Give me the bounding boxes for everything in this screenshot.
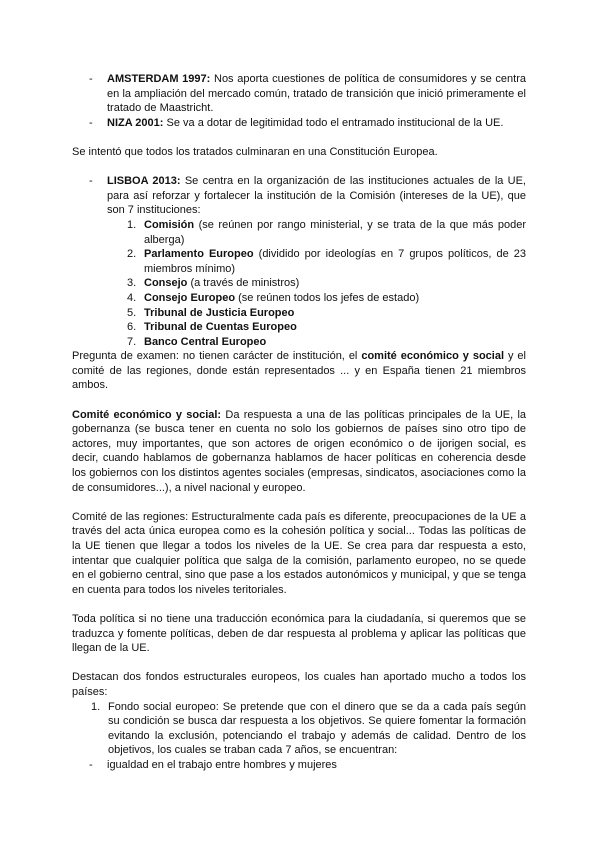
institution-name: Tribunal de Cuentas Europeo [144, 321, 297, 334]
institution-name: Tribunal de Justicia Europeo [144, 306, 295, 319]
dash-bullet: - [89, 73, 93, 85]
constitution-paragraph: Se intentó que todos los tratados culminaran en una Constitución Europea. [72, 145, 438, 158]
list-item: 2. Parlamento Europeo (dividido por ideologías en 7 grupos políticos, de 23 miembros mínimo) [127, 248, 527, 275]
list-item: 7. Banco Central Europeo [127, 335, 267, 348]
treaty-name: AMSTERDAM 1997: [107, 73, 211, 85]
institution-name: Comisión [144, 218, 195, 231]
fondo-text: Fondo social europeo: Se pretende que con el dinero que se da a cada país según su condición se busca dar respuesta a los objetivos. Se quiere fomentar la formación evitando la exclusión, potenciando el trabajo y además de calidad. Dentro de los objetivos, los cuales se traban cada 7 años, se encuentran: [108, 700, 526, 757]
treaty-item-lisboa [72, 174, 526, 218]
list-item: 3. Consejo (a través de ministros) [127, 277, 300, 290]
objetivo-item [72, 758, 526, 773]
treaty-name: NIZA 2001: [107, 116, 164, 129]
treaty-name: LISBOA 2013: [107, 175, 181, 188]
institution-name: Consejo Europeo [144, 291, 236, 304]
exam-question-bold: comité económico y social [361, 350, 505, 363]
treaty-item-niza [72, 116, 526, 131]
treaty-text: Nos aporta cuestiones de política de consumidores y se centra en la ampliación del mercado común, tratado de transición que inició primeramente el tratado de Maastricht. [107, 73, 526, 115]
institution-desc: (dividido por ideologías en 7 grupos políticos, de 23 miembros mínimo) [144, 248, 527, 275]
list-item: 5. Tribunal de Justicia Europeo [127, 306, 295, 319]
politica-economica-paragraph: Toda política si no tiene una traducción económica para la ciudadanía, si queremos que se traduzca y fomente políticas, deben de dar respuesta al problema y aplicar las políticas que llegan de la UE. [72, 612, 526, 655]
list-item: 4. Consejo Europeo (se reúnen todos los jefes de estado) [127, 291, 420, 304]
list-item: 6. Tribunal de Cuentas Europeo [127, 321, 297, 334]
fondos-list [72, 700, 526, 758]
list-item: 1. Fondo social europeo: Se pretende que con el dinero que se da a cada país según su condición se busca dar respuesta a los objetivos. Se quiere fomentar la formación evitando la exclusión, potenciando el trabajo y además de calidad. Dentro de los objetivos, los cuales se traban cada 7 años, se encuentran: [91, 700, 526, 757]
institution-desc: (se reúnen todos los jefes de estado) [235, 291, 420, 304]
institution-name: Banco Central Europeo [144, 335, 267, 348]
treaty-item-amsterdam [72, 72, 526, 116]
list-item: 1. Comisión (se reúnen por rango ministerial, y se trata de la que más poder alberga) [127, 218, 526, 246]
document-page [72, 72, 526, 773]
dash-bullet: - [89, 116, 93, 129]
treaty-text: Se va a dotar de legitimidad todo el entramado institucional de la UE. [163, 116, 504, 129]
exam-question-paragraph: Pregunta de examen: no tienen carácter de institución, el comité económico y social y el comité de las regiones, donde están representados ... y en España tienen 21 miembros ambos. [72, 350, 526, 392]
comite-regiones-paragraph: Comité de las regiones: Estructuralmente cada país es diferente, preocupaciones de la UE a través del acta única europea como es la cohesión política y social... Todas las políticas de la UE tienen que llegar a todos los niveles de la UE. Se crea para dar respuesta a esto, intentar que cualquier política que salga de la comisión, parlamento europeo, no se quede en el gobierno central, sino que pase a los estados autonómicos y municipal, y que se tenga en cuenta para todos los niveles teritoriales. [72, 510, 526, 596]
institutions-list [72, 218, 526, 349]
fondos-intro-paragraph: Destacan dos fondos estructurales europeos, los cuales han aportado mucho a todos los países: [72, 671, 526, 698]
comite-economico-title: Comité económico y social: [72, 408, 222, 421]
institution-desc: (a través de ministros) [187, 277, 300, 290]
institution-desc: (se reúnen por rango ministerial, y se trata de la que más poder alberga) [144, 218, 526, 246]
objetivo-text: igualdad en el trabajo entre hombres y mujeres [107, 758, 337, 771]
dash-bullet: - [89, 175, 93, 188]
dash-bullet: - [89, 758, 93, 771]
treaty-text: Se centra en la organización de las instituciones actuales de la UE, para así reforzar y fortalecer la institución de la Comisión (intereses de la UE), que son 7 instituciones: [107, 175, 526, 217]
comite-economico-paragraph: Comité económico y social: Da respuesta a una de las políticas principales de la UE, la gobernanza (se busca tener en cuenta no solo los gobiernos de países sino otro tipo de actores, muy importantes, que son actores de origen económico o de ijorigen social, es decir, cuando hablamos de gobernanza hablamos de hacer políticas en coherencia desde los gobiernos con los distintos agentes sociales (empresas, sindicatos, asociaciones como la de consumidores...), a nivel nacional y europeo. [72, 408, 527, 494]
institution-name: Parlamento Europeo [144, 248, 254, 261]
institution-name: Consejo [144, 277, 188, 290]
